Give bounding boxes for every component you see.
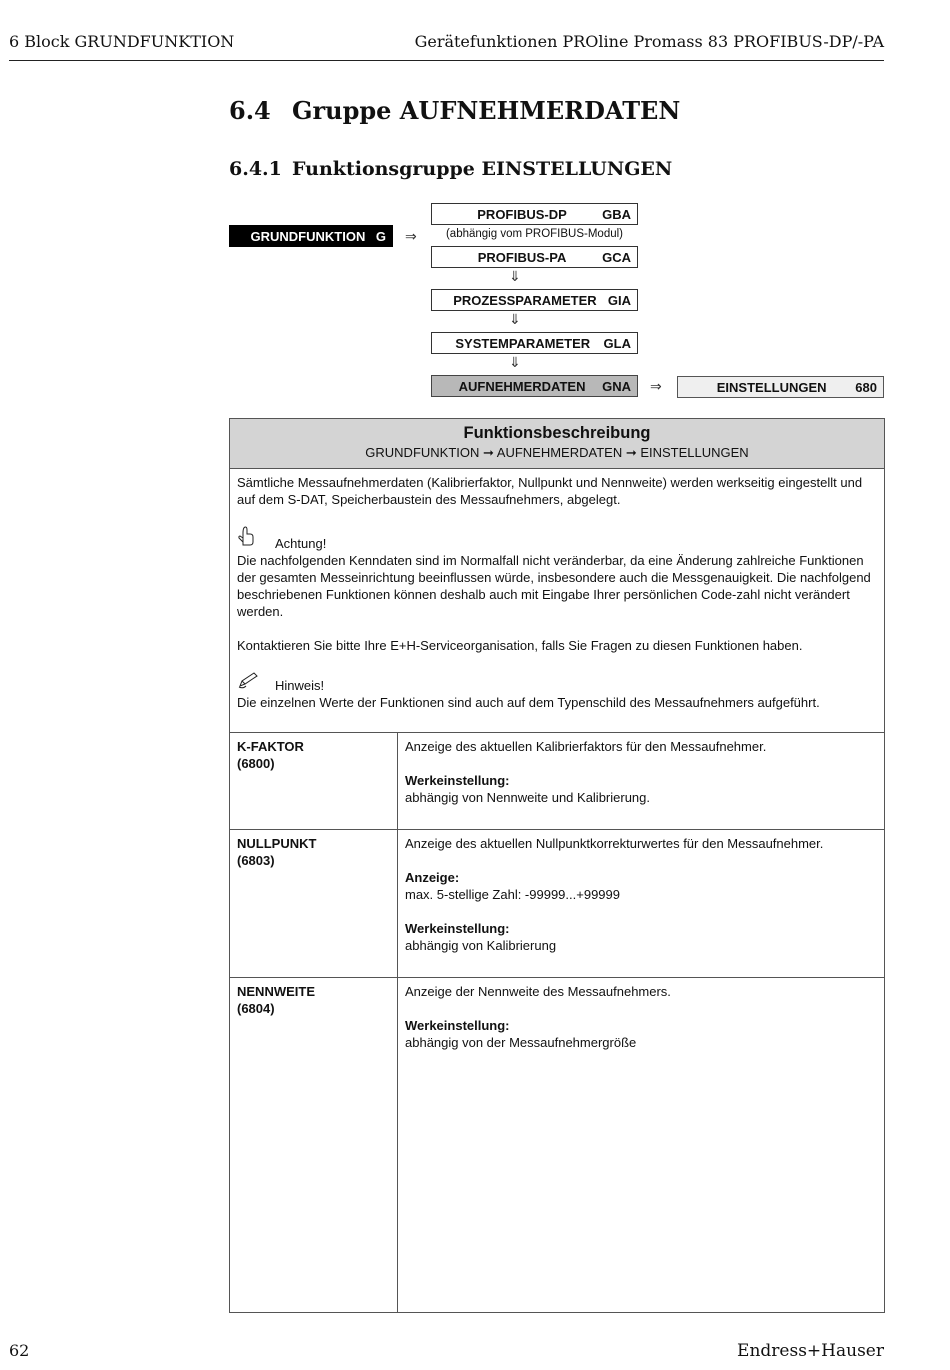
nav-group-code: GIA bbox=[607, 292, 631, 308]
caution-label: Achtung! bbox=[275, 536, 327, 551]
function-name-cell bbox=[230, 733, 398, 829]
setting-value: abhängig von der Messaufnehmergröße bbox=[405, 1035, 637, 1050]
nav-group-code: GBA bbox=[602, 206, 631, 222]
function-name: NENNWEITE bbox=[237, 984, 315, 999]
function-code: (6803) bbox=[237, 853, 275, 868]
setting-label: Werkeinstellung: bbox=[405, 1018, 510, 1033]
function-text: Anzeige der Nennweite des Messaufnehmers. bbox=[405, 984, 671, 999]
note-label: Hinweis! bbox=[275, 678, 325, 693]
header-rule bbox=[9, 60, 884, 61]
nav-block-grundfunktion bbox=[229, 225, 393, 247]
nav-group-profibus-pa bbox=[431, 246, 638, 268]
function-code: (6800) bbox=[237, 756, 275, 771]
nav-group-prozessparameter bbox=[431, 289, 638, 311]
description-path: GRUNDFUNKTION ➞ AUFNEHMERDATEN ➞ EINSTELLUNGEN bbox=[365, 445, 749, 460]
nav-modul-note: (abhängig vom PROFIBUS-Modul) bbox=[445, 228, 624, 240]
nav-group-code: GNA bbox=[602, 378, 631, 394]
intro-text: Sämtliche Messaufnehmerdaten (Kalibrierfaktor, Nullpunkt und Nennweite) werden werkseitig eingestellt und auf dem S-DAT, Speicherbaustein des Messaufnehmers, abgelegt. bbox=[237, 475, 863, 507]
setting-value: abhängig von Nennweite und Kalibrierung. bbox=[405, 790, 651, 805]
nav-block-label: GRUNDFUNKTION bbox=[250, 228, 366, 244]
subsection-heading bbox=[229, 158, 672, 180]
function-text: Anzeige des aktuellen Kalibrierfaktors für den Messaufnehmer. bbox=[405, 739, 767, 754]
arrow-right-icon: ⇒ bbox=[650, 378, 662, 394]
function-code: (6804) bbox=[237, 1001, 275, 1016]
function-row-k-faktor bbox=[230, 733, 884, 830]
function-name: K-FAKTOR bbox=[237, 739, 304, 754]
subsection-title: Funktionsgruppe EINSTELLUNGEN bbox=[292, 158, 673, 180]
running-header-title: Gerätefunktionen PROline Promass 83 PROFIBUS-DP/-PA bbox=[414, 32, 884, 51]
arrow-right-icon: ⇒ bbox=[405, 228, 417, 244]
nav-function-group-code: 680 bbox=[855, 379, 877, 395]
nav-group-label: PROZESSPARAMETER bbox=[453, 292, 597, 308]
nav-function-group-einstellungen bbox=[677, 376, 884, 398]
arrow-down-icon: ⇓ bbox=[509, 311, 521, 327]
function-name: NULLPUNKT bbox=[237, 836, 317, 851]
nav-group-label: SYSTEMPARAMETER bbox=[455, 335, 591, 351]
nav-group-label: PROFIBUS-PA bbox=[477, 249, 567, 265]
function-description-cell bbox=[398, 733, 884, 829]
nav-block-code: G bbox=[375, 228, 386, 244]
function-description-cell bbox=[398, 978, 884, 1312]
contact-text: Kontaktieren Sie bitte Ihre E+H-Serviceorganisation, falls Sie Fragen zu diesen Funktionen haben. bbox=[237, 638, 803, 653]
description-header bbox=[230, 419, 884, 469]
setting-value: abhängig von Kalibrierung bbox=[405, 938, 557, 953]
setting-label: Werkeinstellung: bbox=[405, 921, 510, 936]
function-name-cell bbox=[230, 978, 398, 1312]
nav-function-group-label: EINSTELLUNGEN bbox=[716, 379, 827, 395]
pencil-icon bbox=[237, 671, 275, 694]
function-description-cell bbox=[398, 830, 884, 977]
nav-group-profibus-dp bbox=[431, 203, 638, 225]
section-title: Gruppe AUFNEHMERDATEN bbox=[292, 96, 681, 125]
function-text: Anzeige des aktuellen Nullpunktkorrekturwertes für den Messaufnehmer. bbox=[405, 836, 824, 851]
arrow-down-icon: ⇓ bbox=[509, 268, 521, 284]
nav-group-code: GLA bbox=[603, 335, 631, 351]
function-row-nennweite bbox=[230, 978, 884, 1312]
display-value: max. 5-stellige Zahl: -99999...+99999 bbox=[405, 887, 620, 902]
nav-group-label: PROFIBUS-DP bbox=[477, 206, 567, 222]
description-title: Funktionsbeschreibung bbox=[463, 424, 651, 442]
section-number: 6.4 bbox=[229, 96, 271, 125]
description-intro bbox=[230, 469, 884, 733]
note-text: Die einzelnen Werte der Funktionen sind auch auf dem Typenschild des Messaufnehmers aufgeführt. bbox=[237, 695, 820, 710]
arrow-down-icon: ⇓ bbox=[509, 354, 521, 370]
nav-group-aufnehmerdaten bbox=[431, 375, 638, 397]
subsection-number: 6.4.1 bbox=[229, 158, 282, 180]
nav-group-label: AUFNEHMERDATEN bbox=[458, 378, 586, 394]
setting-label: Werkeinstellung: bbox=[405, 773, 510, 788]
display-label: Anzeige: bbox=[405, 870, 460, 885]
caution-heading bbox=[237, 525, 877, 552]
note-heading bbox=[237, 671, 877, 694]
function-description-table bbox=[229, 418, 885, 1313]
running-header-chapter: 6 Block GRUNDFUNKTION bbox=[9, 32, 235, 51]
brand-name: Endress+Hauser bbox=[737, 1341, 884, 1361]
nav-group-code: GCA bbox=[602, 249, 631, 265]
page-number: 62 bbox=[9, 1341, 30, 1360]
caution-text: Die nachfolgenden Kenndaten sind im Normalfall nicht veränderbar, da eine Änderung zahlreiche Funktionen der gesamten Messeinrichtung beeinflussen würde, insbesondere auch die Messgenauigkeit. Die nachfolgend beschriebenen Funktionen können deshalb auch mit Eingabe Ihrer persönlichen Code-zahl nicht verändert werden. bbox=[237, 553, 871, 619]
section-heading bbox=[229, 96, 680, 125]
function-name-cell bbox=[230, 830, 398, 977]
hand-pointer-icon bbox=[237, 525, 275, 552]
function-row-nullpunkt bbox=[230, 830, 884, 978]
nav-group-systemparameter bbox=[431, 332, 638, 354]
